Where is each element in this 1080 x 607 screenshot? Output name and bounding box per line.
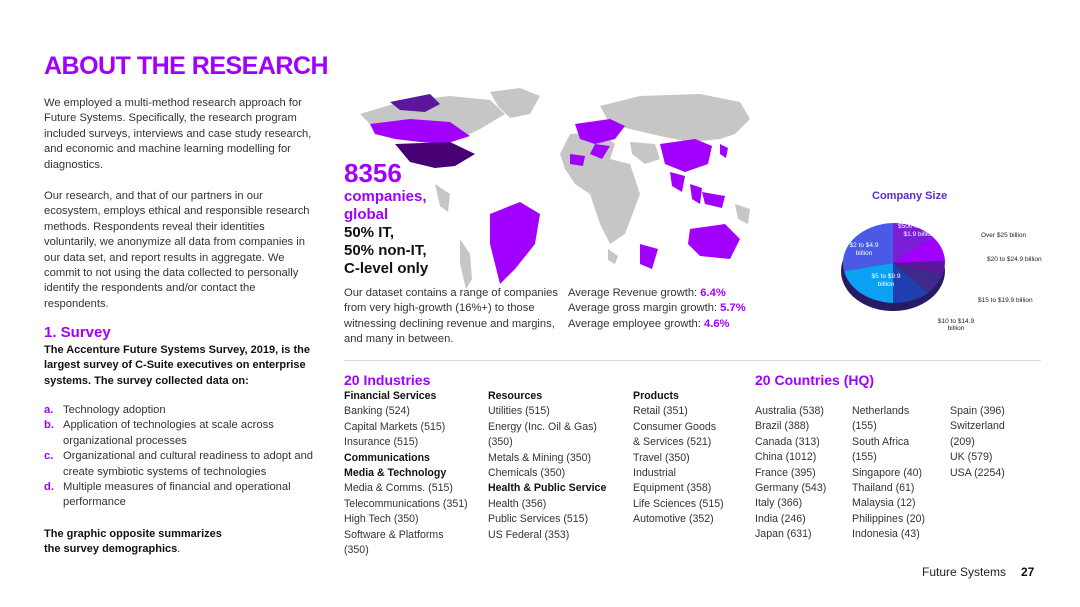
- page-title: ABOUT THE RESEARCH: [44, 52, 329, 80]
- industry-item: Metals & Mining (350): [488, 451, 592, 464]
- industry-group-header: Products: [633, 390, 679, 402]
- industry-item: & Services (521): [633, 436, 712, 449]
- survey-intro: The Accenture Future Systems Survey, 2019, is the largest survey of C-Suite executives on enterprise systems. The survey collected data on:: [44, 344, 310, 387]
- country-item: Thailand (61): [852, 482, 915, 495]
- countries-column-1: [755, 404, 850, 543]
- company-count: 8356: [344, 158, 402, 188]
- pie-label: $2 to $4.9 billion: [849, 242, 879, 257]
- survey-topic-item: [44, 480, 324, 511]
- breakdown-line: C-level only: [344, 260, 429, 277]
- pie-label: $10 to $14.9 billion: [937, 318, 975, 332]
- industry-item: (350): [344, 544, 369, 557]
- pie-label: $5 to $9.9 billion: [871, 273, 901, 288]
- industry-item: Public Services (515): [488, 513, 589, 526]
- country-item: Spain (396): [950, 405, 1005, 417]
- survey-topics-list: [44, 403, 324, 511]
- country-item: Australia (538): [755, 405, 824, 417]
- industry-item: Equipment (358): [633, 482, 712, 495]
- country-item: (155): [852, 420, 877, 433]
- graphic-note: [44, 527, 304, 558]
- country-item: South Africa: [852, 435, 910, 448]
- survey-topic-item: [44, 403, 324, 418]
- list-letter: b.: [44, 419, 54, 432]
- growth-row: Average employee growth: 4.6%: [568, 317, 730, 330]
- industry-group-header: Communications: [344, 451, 430, 464]
- survey-heading: 1. Survey: [44, 324, 111, 341]
- usa-region: [395, 142, 475, 168]
- country-item: Indonesia (43): [852, 528, 920, 541]
- industries-column-3: [633, 389, 753, 528]
- pie-label: $500 million to $1.9 billion: [898, 223, 940, 238]
- section-divider: [344, 360, 1041, 361]
- industry-item: Travel (350): [633, 451, 690, 464]
- country-item: Japan (631): [755, 528, 812, 541]
- intro-paragraph-2: Our research, and that of our partners in our ecosystem, employs ethical and responsible research methods. Respondents reveal their identities voluntarily, we anonymize all data from companies in our data set, and report results in aggregate. We commit to not using the data collected to personally identify the respondents and/or contact the respondents.: [44, 190, 310, 310]
- survey-topic-item: [44, 418, 324, 449]
- graphic-note-line-1: The graphic opposite summarizes: [44, 528, 222, 540]
- industries-column-2: [488, 389, 633, 543]
- country-item: (155): [852, 451, 877, 464]
- intro-paragraph-1: We employed a multi-method research approach for Future Systems. Specifically, the research program included surveys, interviews and case study research, and economic and machine learning modelling for diagnostics.: [44, 97, 312, 171]
- countries-column-3: [950, 404, 1040, 481]
- countries-heading: 20 Countries (HQ): [755, 372, 875, 388]
- industry-group-header: Resources: [488, 390, 543, 402]
- industry-item: Life Sciences (515): [633, 497, 724, 510]
- country-item: Netherlands: [852, 405, 910, 417]
- industry-group-header: Financial Services: [344, 390, 437, 402]
- industries-column-1: [344, 389, 484, 558]
- country-item: Germany (543): [755, 482, 827, 495]
- survey-topic-text: Technology adoption: [63, 404, 166, 416]
- country-item: Philippines (20): [852, 512, 926, 525]
- country-item: Italy (366): [755, 497, 803, 510]
- growth-row: Average Revenue growth: 6.4%: [568, 287, 726, 299]
- footer-brand: Future Systems: [922, 565, 1007, 579]
- country-item: China (1012): [755, 451, 817, 464]
- industry-item: (350): [488, 436, 513, 449]
- list-letter: a.: [44, 404, 54, 416]
- industry-item: Health (356): [488, 497, 547, 510]
- industry-item: Chemicals (350): [488, 467, 566, 480]
- industry-item: Industrial: [633, 467, 676, 480]
- growth-row: Average gross margin growth: 5.7%: [568, 302, 746, 315]
- breakdown-line: companies,: [344, 188, 427, 205]
- industry-item: Insurance (515): [344, 436, 419, 449]
- breakdown-line: 50% non-IT,: [344, 242, 427, 259]
- list-letter: c.: [44, 450, 54, 463]
- survey-topic-text: Application of technologies at scale across organizational processes: [63, 419, 274, 447]
- countries-column-2: [852, 404, 947, 543]
- country-item: Canada (313): [755, 435, 820, 448]
- survey-topic-text: Multiple measures of financial and operational performance: [63, 481, 291, 509]
- industry-group-header: Health & Public Service: [488, 482, 607, 495]
- country-item: USA (2254): [950, 466, 1005, 479]
- country-item: Singapore (40): [852, 466, 923, 479]
- breakdown-line: global: [344, 206, 389, 223]
- page-number: 27: [1021, 565, 1035, 579]
- company-breakdown: [344, 188, 428, 278]
- pie-labels: [838, 205, 1058, 335]
- country-item: Brazil (388): [755, 420, 810, 433]
- industry-item: Utilities (515): [488, 405, 550, 418]
- graphic-note-line-2: the survey demographics.: [44, 543, 181, 556]
- breakdown-line: 50% IT,: [344, 224, 395, 241]
- survey-topic-text: Organizational and cultural readiness to adopt and create symbiotic systems of technologies: [63, 450, 314, 478]
- industry-item: Software & Platforms: [344, 528, 444, 541]
- industry-item: High Tech (350): [344, 513, 419, 526]
- country-item: India (246): [755, 512, 806, 525]
- company-size-title: Company Size: [872, 190, 948, 202]
- industry-item: Media & Comms. (515): [344, 482, 453, 495]
- industry-item: Telecommunications (351): [344, 497, 468, 510]
- pie-label: $20 to $24.9 billion: [987, 256, 1042, 263]
- pie-label: $15 to $19.9 billion: [978, 297, 1033, 304]
- industry-item: Automotive (352): [633, 513, 714, 526]
- industry-item: Retail (351): [633, 405, 688, 418]
- country-item: France (395): [755, 466, 816, 479]
- country-item: Malaysia (12): [852, 497, 916, 510]
- industry-group-header: Media & Technology: [344, 467, 447, 480]
- industry-item: Banking (524): [344, 405, 410, 418]
- dataset-description: Our dataset contains a range of companies from very high-growth (16%+) to those witnessing declining revenue and margins, and many in between.: [344, 287, 558, 346]
- growth-stats: [568, 286, 746, 332]
- industry-item: US Federal (353): [488, 528, 570, 541]
- list-letter: d.: [44, 481, 54, 494]
- country-item: Switzerland: [950, 420, 1005, 433]
- country-item: (209): [950, 435, 975, 448]
- pie-label: Over $25 billion: [981, 232, 1027, 239]
- survey-topic-item: [44, 449, 324, 480]
- industry-item: Capital Markets (515): [344, 420, 446, 433]
- country-item: UK (579): [950, 451, 993, 464]
- industry-item: Consumer Goods: [633, 420, 717, 433]
- industry-item: Energy (Inc. Oil & Gas): [488, 420, 597, 433]
- industries-heading: 20 Industries: [344, 372, 431, 388]
